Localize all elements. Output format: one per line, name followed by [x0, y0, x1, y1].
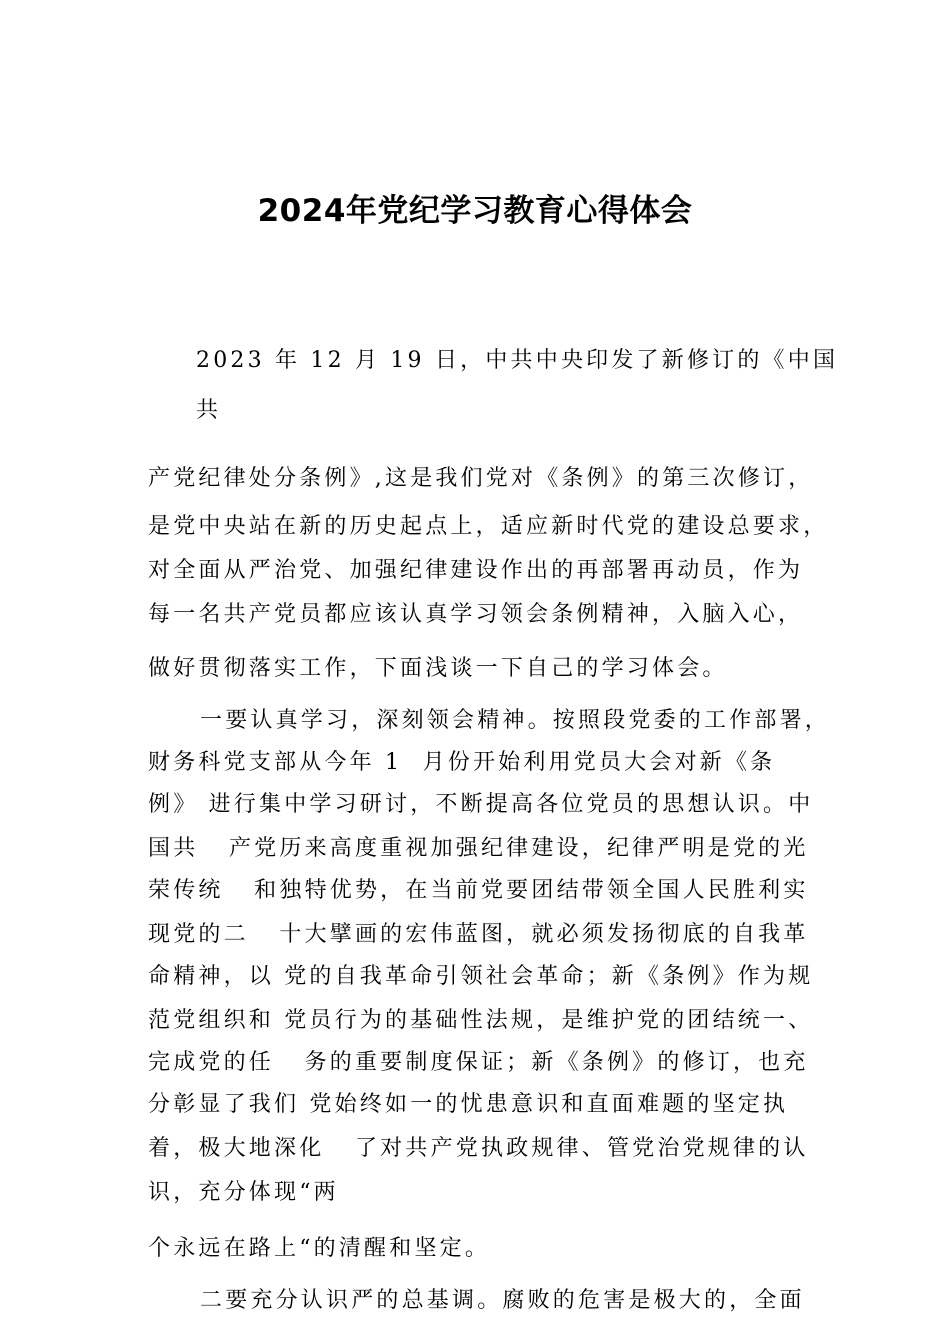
paragraph-line: 对全面从严治党、加强纪律建设作出的再部署再动员，作为	[148, 558, 804, 583]
paragraph-line: 着，极大地深化 了对共产党执政规律、管党治党规律的认	[148, 1136, 809, 1161]
paragraph-line: 产党纪律处分条例》,这是我们党对《条例》的第三次修订，	[148, 466, 814, 491]
paragraph-line: 识，充分体现“两	[148, 1180, 339, 1205]
document-title: 2024年党纪学习教育心得体会	[257, 193, 693, 229]
paragraph-line: 共	[196, 398, 222, 423]
paragraph-line: 范党组织和 党员行为的基础性法规，是维护党的团结统一、	[148, 1008, 814, 1033]
paragraph-line: 是党中央站在新的历史起点上，适应新时代党的建设总要求，	[148, 514, 829, 539]
paragraph-line: 现党的二 十大擘画的宏伟蓝图，就必须发扬彻底的自我革	[148, 922, 809, 947]
paragraph-line: 命精神，以 党的自我革命引领社会革命；新《条例》作为规	[148, 964, 814, 989]
paragraph-line: 财务科党支部从今年 1 月份开始利用党员大会对新《条	[148, 750, 776, 775]
paragraph-line: 2023 年 12 月 19 日，中共中央印发了新修订的《中国	[196, 348, 839, 373]
paragraph-line: 每一名共产党员都应该认真学习领会条例精神，入脑入心，	[148, 602, 804, 627]
paragraph-line: 个永远在路上“的清醒和坚定。	[148, 1236, 491, 1261]
paragraph-line: 国共 产党历来高度重视加强纪律建设，纪律严明是党的光	[148, 836, 809, 861]
paragraph-line: 完成党的任 务的重要制度保证；新《条例》的修订，也充	[148, 1050, 809, 1075]
paragraph-line: 分彰显了我们 党始终如一的忧患意识和直面难题的坚定执	[148, 1092, 789, 1117]
paragraph-line: 二要充分认识严的总基调。腐败的危害是极大的，全面	[200, 1288, 805, 1313]
paragraph-line: 做好贯彻落实工作，下面浅谈一下自己的学习体会。	[148, 656, 728, 681]
paragraph-line: 例》 进行集中学习研讨，不断提高各位党员的思想认识。中	[148, 792, 814, 817]
paragraph-line: 荣传统 和独特优势，在当前党要团结带领全国人民胜利实	[148, 878, 809, 903]
paragraph-line: 一要认真学习，深刻领会精神。按照段党委的工作部署，	[200, 708, 831, 733]
